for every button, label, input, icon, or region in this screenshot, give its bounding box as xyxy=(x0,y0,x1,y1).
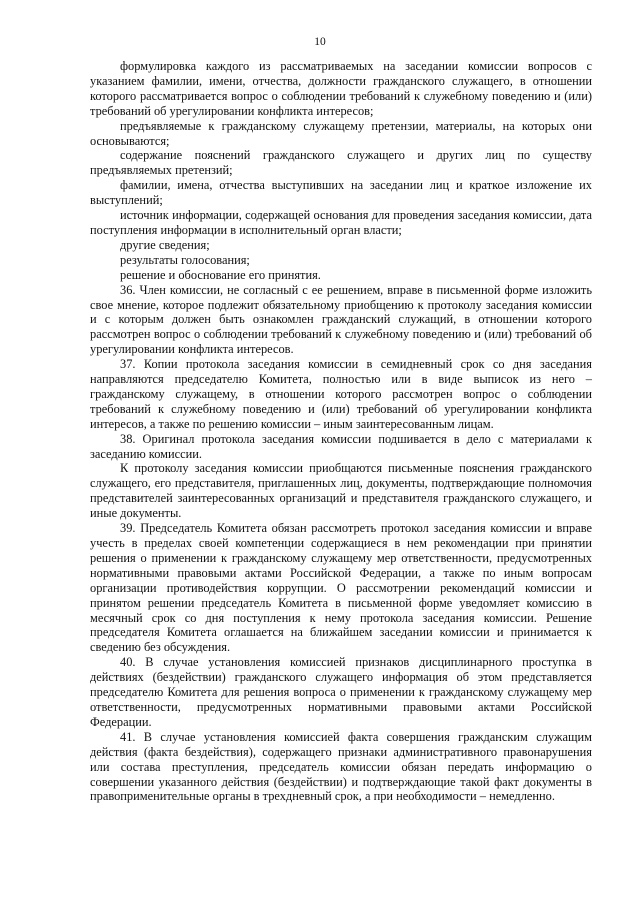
clause-40: 40. В случае установления комиссией признаков дисциплинарного проступка в действиях (бездействии) гражданского служащего информация об этом представляется председателю Комитета для решения вопроса о применении к гражданскому служащему мер ответственности, предусмотренных нормативными правовыми актами Российской Федерации. xyxy=(90,655,592,729)
clause-38-attachments: К протоколу заседания комиссии приобщаются письменные пояснения гражданского служащего, его представителя, приглашенных лиц, документы, подтверждающие полномочия представителей заинтересованных организаций и представителя гражданского служащего, и иные документы. xyxy=(90,461,592,521)
paragraph-claims: предъявляемые к гражданскому служащему претензии, материалы, на которых они основываются; xyxy=(90,118,592,148)
paragraph-other-info: другие сведения; xyxy=(120,237,210,252)
clause-36: 36. Член комиссии, не согласный с ее решением, вправе в письменной форме изложить свое мнение, которое подлежит обязательному приобщению к протоколу заседания комиссии и с которым должен быть ознакомлен гражданский служащий, в отношении которого рассмотрен вопрос о соблюдении требований к служебному поведению и (или) требований об урегулировании конфликта интересов. xyxy=(90,282,592,357)
clause-39: 39. Председатель Комитета обязан рассмотреть протокол заседания комиссии и вправе учесть в пределах своей компетенции содержащиеся в нем рекомендации при принятии решения о применении к гражданскому служащему мер ответственности, предусмотренных нормативными правовыми актами Российской Федерации, а также по иным вопросам организации противодействия коррупции. О рассмотрении рекомендаций комиссии и принятом решении председатель Комитета в письменной форме уведомляет комиссию в месячный срок со дня поступления к нему протокола заседания комиссии. Решение председателя Комитета оглашается на ближайшем заседании комиссии и принимается к сведению без обсуждения. xyxy=(90,521,592,655)
paragraph-info-source: источник информации, содержащей основания для проведения заседания комиссии, дата поступления информации в исполнительный орган власти; xyxy=(90,208,592,237)
page-number: 10 xyxy=(314,36,326,48)
document-body xyxy=(90,59,592,804)
paragraph-agenda-item: формулировка каждого из рассматриваемых на заседании комиссии вопросов с указанием фамилии, имени, отчества, должности гражданского служащего, в отношении которого рассматривается вопрос о соблюдении требований к служебному поведению и (или) требований об урегулировании конфликта интересов; xyxy=(90,59,592,118)
paragraph-explanations: содержание пояснений гражданского служащего и других лиц по существу предъявляемых претензий; xyxy=(90,148,592,178)
clause-41: 41. В случае установления комиссией факта совершения гражданским служащим действия (факта бездействия), содержащего признаки административного правонарушения или состава преступления, председатель комиссии обязан передать информацию о совершении указанного действия (бездействии) и подтверждающие такой факт документы в правоприменительные органы в трехдневный срок, а при необходимости – немедленно. xyxy=(90,729,592,804)
clause-37: 37. Копии протокола заседания комиссии в семидневный срок со дня заседания направляются председателю Комитета, полностью или в виде выписок из него – гражданскому служащему, в отношении которого рассмотрен вопрос о соблюдении требований к служебному поведению и (или) требований об урегулировании конфликта интересов, а также по решению комиссии – иным заинтересованным лицам. xyxy=(90,357,592,431)
clause-38: 38. Оригинал протокола заседания комиссии подшивается в дело с материалами к заседанию комиссии. xyxy=(90,431,592,461)
paragraph-decision: решение и обоснование его принятия. xyxy=(120,267,321,282)
paragraph-speakers: фамилии, имена, отчества выступивших на заседании лиц и краткое изложение их выступлений; xyxy=(90,178,592,208)
paragraph-voting-results: результаты голосования; xyxy=(120,252,250,267)
